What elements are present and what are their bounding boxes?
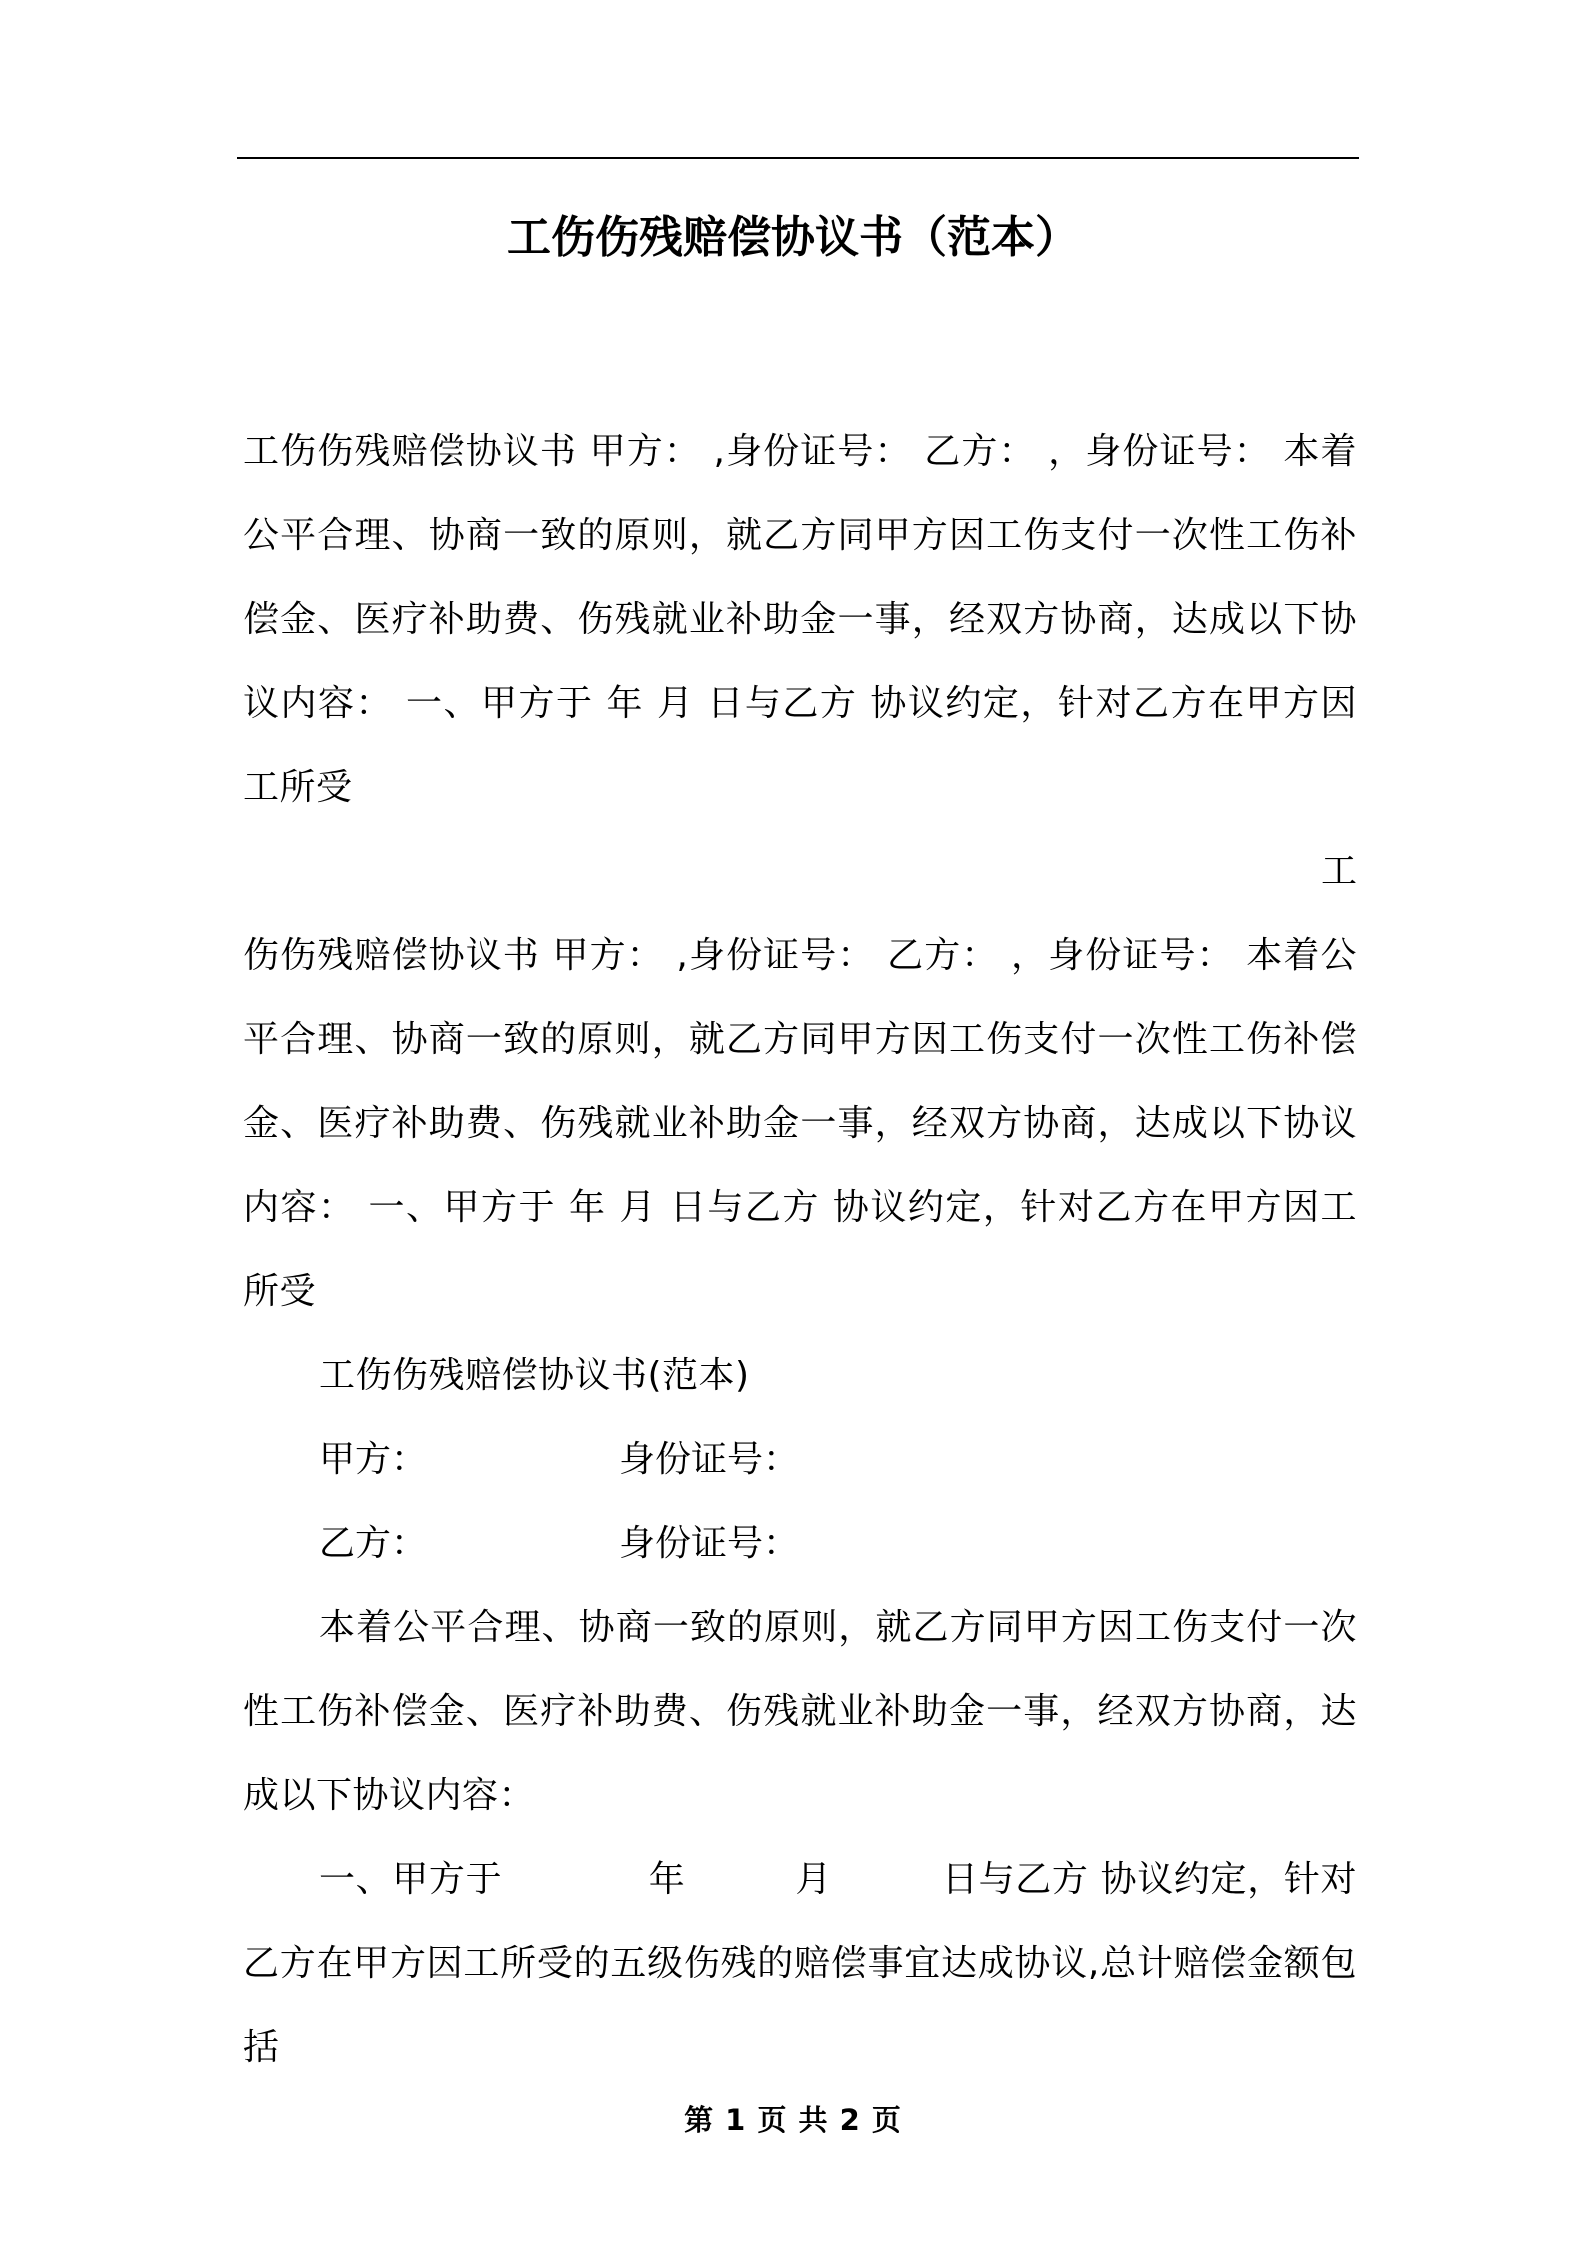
document-subtitle: 工伤伤残赔偿协议书(范本) bbox=[319, 1355, 750, 1396]
document-body bbox=[243, 410, 1357, 2090]
party-b-id-label: 身份证号： bbox=[619, 1523, 800, 1564]
header-divider bbox=[237, 157, 1359, 159]
document-title: 工伤伤残赔偿协议书（范本） bbox=[507, 212, 1079, 263]
party-b-label: 乙方： bbox=[319, 1523, 428, 1564]
summary-paragraph-2: 伤伤残赔偿协议书 甲方： ,身份证号： 乙方： ，身份证号： 本着公平合理、协商一致的原则，就乙方同甲方因工伤支付一次性工伤补偿金、医疗补助费、伤残就业补助金一事，经双方协商，达成以下协议内容： 一、甲方于 年 月 日与乙方 协议约定，针对乙方在甲方因工所受 bbox=[243, 935, 1357, 1312]
party-a-id-label: 身份证号： bbox=[619, 1439, 800, 1480]
summary-paragraph-1: 工伤伤残赔偿协议书 甲方： ,身份证号： 乙方： ，身份证号： 本着公平合理、协商一致的原则，就乙方同甲方因工伤支付一次性工伤补偿金、医疗补助费、伤残就业补助金一事，经双方协商，达成以下协议内容： 一、甲方于 年 月 日与乙方 协议约定，针对乙方在甲方因工所受 bbox=[243, 431, 1357, 808]
principle-paragraph: 本着公平合理、协商一致的原则，就乙方同甲方因工伤支付一次性工伤补偿金、医疗补助费、伤残就业补助金一事，经双方协商，达成以下协议内容： bbox=[243, 1607, 1357, 1816]
party-a-label: 甲方： bbox=[319, 1439, 428, 1480]
clause-one-paragraph: 一、甲方于 年 月 日与乙方 协议约定，针对乙方在甲方因工所受的五级伤残的赔偿事宜达成协议,总计赔偿金额包括 bbox=[243, 1859, 1357, 2068]
page-footer: 第 1 页 共 2 页 bbox=[684, 2103, 902, 2137]
party-b-row bbox=[243, 1502, 1357, 1586]
summary-break-char: 工 bbox=[1320, 851, 1357, 892]
party-a-row bbox=[243, 1418, 1357, 1502]
